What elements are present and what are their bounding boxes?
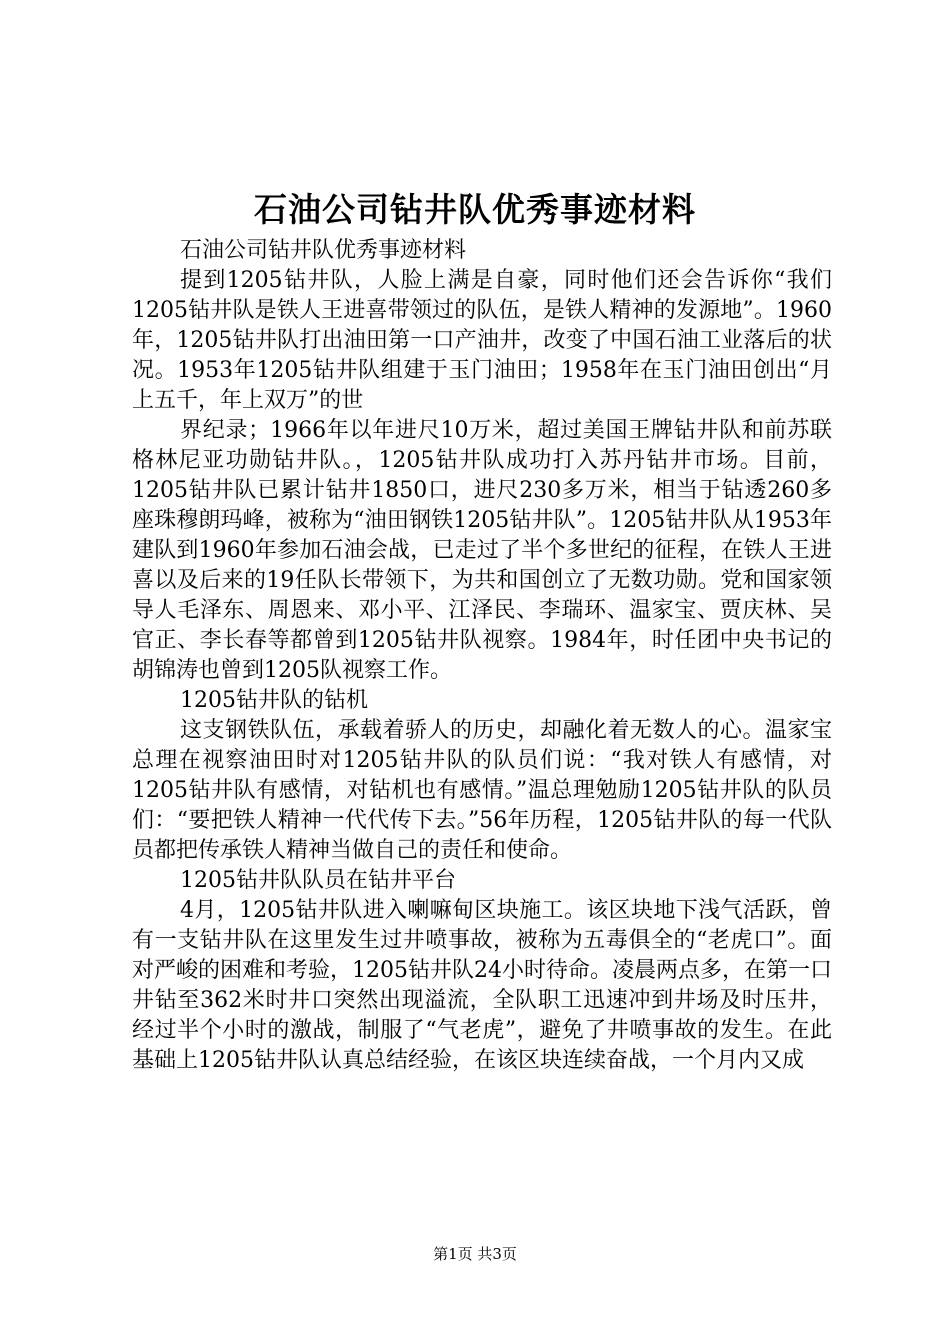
caption-drilling-platform: 1205钻井队队员在钻井平台 <box>180 868 456 893</box>
caption-drilling-rig: 1205钻井队的钻机 <box>180 688 368 713</box>
document-body <box>132 236 832 1076</box>
paragraph-subtitle: 石油公司钻井队优秀事迹材料 <box>180 238 467 263</box>
paragraph-legacy: 这支钢铁队伍，承载着骄人的历史，却融化着无数人的心。温家宝总理在视察油田时对1205钻井队的队员们说：“我对铁人有感情，对1205钻井队有感情，对钻机也有感情。”温总理勉励1205钻井队的队员们：“要把铁人精神一代代传下去。”56年历程，1205钻井队的每一代队员都把传承铁人精神当做自己的责任和使命。 <box>132 718 832 863</box>
document-title: 石油公司钻井队优秀事迹材料 <box>254 190 696 229</box>
paragraph-records: 界纪录；1966年以年进尺10万米，超过美国王牌钻井队和前苏联格林尼亚功勋钻井队。，1205钻井队成功打入苏丹钻井市场。目前，1205钻井队已累计钻井1850口，进尺230多万米，相当于钻透260多座珠穆朗玛峰，被称为“油田钢铁1205钻井队”。1205钻井队从1953年建队到1960年参加石油会战，已走过了半个多世纪的征程，在铁人王进喜以及后来的19任队长带领下，为共和国创立了无数功勋。党和国家领导人毛泽东、周恩来、邓小平、江泽民、李瑞环、温家宝、贾庆林、吴官正、李长春等都曾到1205钻井队视察。1984年，时任团中央书记的胡锦涛也曾到1205队视察工作。 <box>132 418 832 683</box>
paragraph-lamadian: 4月，1205钻井队进入喇嘛甸区块施工。该区块地下浅气活跃，曾有一支钻井队在这里发生过井喷事故，被称为五毒俱全的“老虎口”。面对严峻的困难和考验，1205钻井队24小时待命。凌晨两点多，在第一口井钻至362米时井口突然出现溢流，全队职工迅速冲到井场及时压井，经过半个小时的激战，制服了“气老虎”，避免了井喷事故的发生。在此基础上1205钻井队认真总结经验，在该区块连续奋战，一个月内又成 <box>132 898 832 1073</box>
page-footer: 第1页 共3页 <box>433 1245 517 1263</box>
paragraph-intro: 提到1205钻井队，人脸上满是自豪，同时他们还会告诉你“我们1205钻井队是铁人王进喜带领过的队伍，是铁人精神的发源地”。1960年，1205钻井队打出油田第一口产油井，改变了中国石油工业落后的状况。1953年1205钻井队组建于玉门油田；1958年在玉门油田创出“月上五千，年上双万”的世 <box>132 268 832 413</box>
